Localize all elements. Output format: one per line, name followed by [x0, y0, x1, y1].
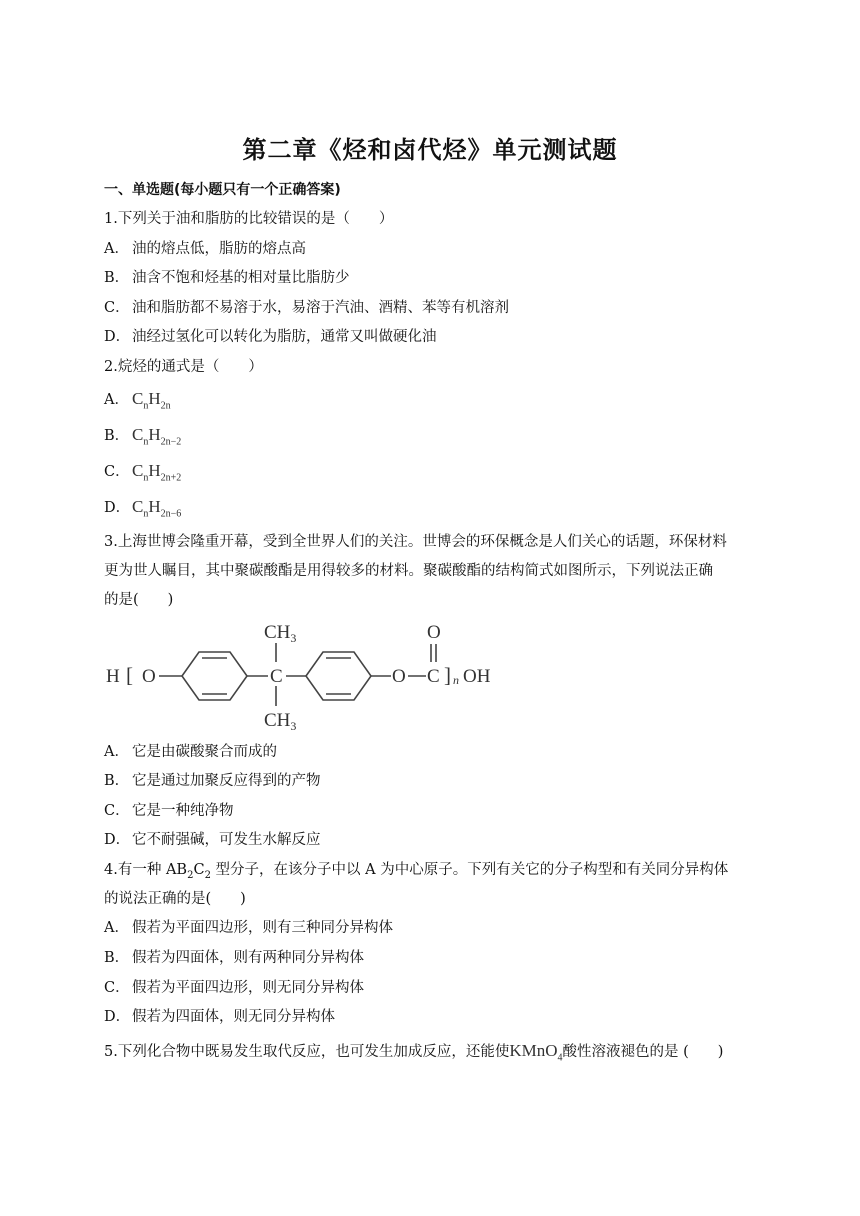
- q1-option-b: B． 油含不饱和烃基的相对量比脂肪少: [104, 270, 350, 286]
- q1-option-a: A． 油的熔点低，脂肪的熔点高: [104, 241, 306, 257]
- q3-stem-line3: 的是( ): [104, 592, 174, 608]
- q2-option-d: D． $C_nH_{2n-6}$: [104, 497, 182, 520]
- benzene-ring-2: [306, 652, 371, 700]
- struct-c-center: C: [270, 666, 283, 687]
- struct-h-left: H: [106, 666, 120, 687]
- q4-option-b: B． 假若为四面体，则有两种同分异构体: [104, 950, 364, 966]
- q2-option-b: B． $C_nH_{2n-2}$: [104, 425, 182, 448]
- q3-option-b: B． 它是通过加聚反应得到的产物: [104, 773, 321, 789]
- struct-o-top: O: [427, 622, 441, 643]
- q4-option-a: A． 假若为平面四边形，则有三种同分异构体: [104, 920, 393, 936]
- struct-ch3-top: $CH_3$: [264, 622, 297, 645]
- struct-ch3-bottom: $CH_3$: [264, 710, 297, 733]
- q2-stem: 2.烷烃的通式是（ ）: [104, 359, 263, 375]
- q3-stem-line2: 更为世人瞩目，其中聚碳酸酯是用得较多的材料。聚碳酸酯的结构简式如图所示，下列说法正确: [104, 563, 713, 579]
- polycarbonate-structure-diagram: [104, 618, 504, 734]
- q4-stem-line2: 的说法正确的是( ): [104, 891, 246, 907]
- q3-option-d: D． 它不耐强碱，可发生水解反应: [104, 832, 321, 848]
- struct-bracket-right: ]: [444, 663, 451, 687]
- q2-option-c: C． $C_nH_{2n+2}$: [104, 461, 182, 484]
- q4-stem-line1: 4.有一种 $AB_2C_2$ 型分子，在该分子中以 A 为中心原子。下列有关它的分子构型和有关同分异构体: [104, 862, 729, 881]
- benzene-ring-1: [182, 652, 247, 700]
- struct-o1: O: [142, 666, 156, 687]
- q1-stem: 1.下列关于油和脂肪的比较错误的是（ ）: [104, 211, 394, 227]
- q4-option-c: C． 假若为平面四边形，则无同分异构体: [104, 980, 364, 996]
- struct-oh: OH: [463, 666, 491, 687]
- q3-option-c: C． 它是一种纯净物: [104, 803, 234, 819]
- struct-n: n: [453, 673, 459, 687]
- q2-option-a: A． $C_nH_{2n}$: [104, 389, 171, 412]
- q3-option-a: A． 它是由碳酸聚合而成的: [104, 744, 277, 760]
- page-title: 第二章《烃和卤代烃》单元测试题: [242, 136, 618, 164]
- q1-option-c: C． 油和脂肪都不易溶于水，易溶于汽油、酒精、苯等有机溶剂: [104, 300, 509, 316]
- struct-bracket-left: [: [126, 663, 133, 687]
- section-heading: 一、单选题(每小题只有一个正确答案): [104, 182, 341, 198]
- q5-stem: 5.下列化合物中既易发生取代反应，也可发生加成反应，还能使KMnO$_4$酸性溶液褪色的是 ( ): [104, 1041, 724, 1064]
- q3-stem-line1: 3.上海世博会隆重开幕，受到全世界人们的关注。世博会的环保概念是人们关心的话题，环保材料: [104, 534, 727, 550]
- q4-option-d: D． 假若为四面体，则无同分异构体: [104, 1009, 335, 1025]
- q1-option-d: D． 油经过氢化可以转化为脂肪，通常又叫做硬化油: [104, 329, 437, 345]
- struct-c-carbonyl: C: [427, 666, 440, 687]
- struct-o2: O: [392, 666, 406, 687]
